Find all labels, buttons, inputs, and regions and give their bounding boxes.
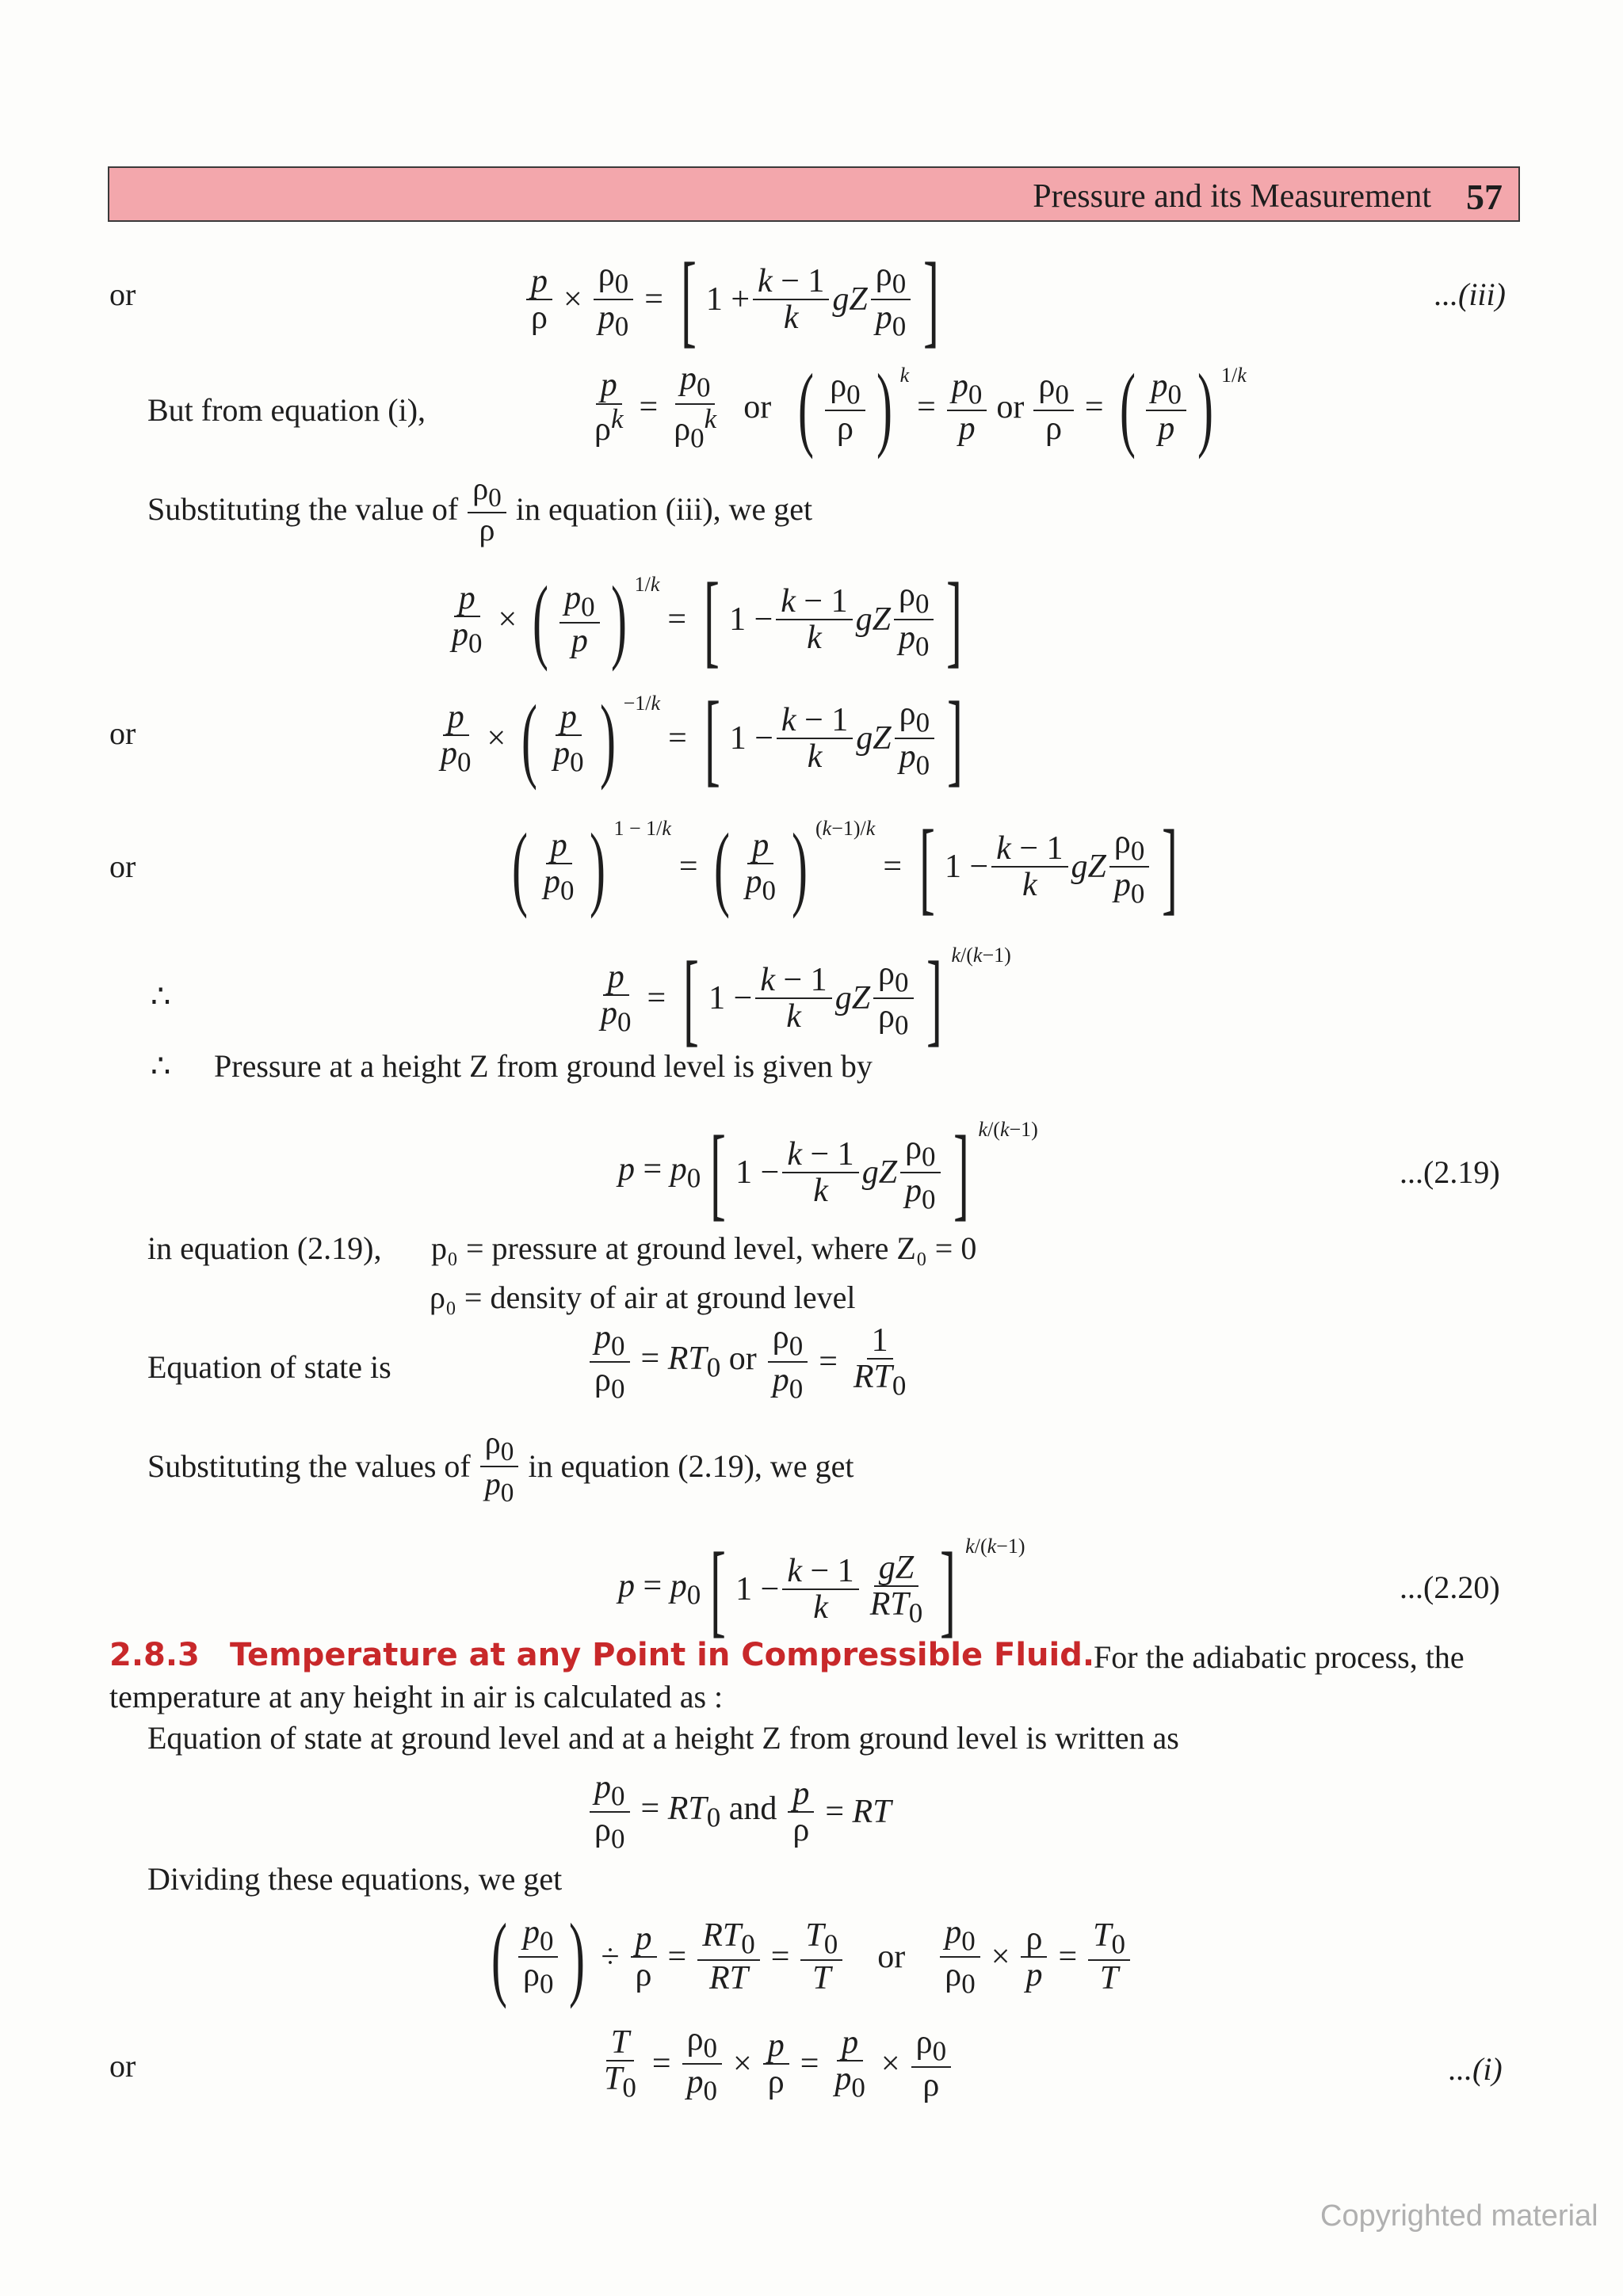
pressure-height-text: Pressure at a height Z from ground level is given by — [214, 1048, 873, 1084]
or-label-3: or — [109, 849, 136, 884]
equation-i-relation: $\frac{p}{\rho^k}$ = $\frac{p_0}{\rho_0^k}$ or ( $\rho_0$ ρ ) k = $\frac{p_0}{p}$ or $\frac{\rho_0}{\rho}$ = ( $p_0$ p ) 1/k — [594, 354, 1247, 460]
equation-iii: $\frac{p}{\rho}$ × $\frac{\rho_0}{p_0}$ = [ 1 + $\frac{k - 1}{k}$ gZ $\rho_0$ $p_0$ ] — [523, 247, 949, 352]
substituting-line-2: Substituting the values of $\rho_0$ $p_0$ in equation (2.19), we get — [147, 1425, 854, 1508]
rho0-definition: ρ₀ = density of air at ground level — [430, 1280, 856, 1315]
equation-of-state-text: Equation of state is — [147, 1349, 391, 1385]
running-header — [108, 166, 1520, 222]
equation-i-temperature: $\frac{T}{T_0}$ = $\frac{\rho_0}{p_0}$ × $\frac{p}{\rho}$ = $\frac{p}{p_0}$ × $\frac{\rho_0}{\rho}$ — [596, 2022, 954, 2106]
or-label-1: or — [109, 277, 136, 312]
substituting-text-c: Substituting the values of — [147, 1447, 471, 1484]
p0-definition: p₀ = pressure at ground level, where Z₀ = 0 — [431, 1230, 977, 1266]
substituting-line-1: Substituting the value of $\rho_0$ ρ in equation (iii), we get — [147, 471, 813, 547]
substituting-text-d: in equation (2.19), we get — [528, 1447, 854, 1484]
equation-dividing: ( $p_0$ $\rho_0$ ) ÷ $\frac{p}{\rho}$ = $\frac{RT_0}{RT}$ = $\frac{T_0}{T}$ or $\frac{p_0}{\rho_0}$ × $\frac{\rho}{p}$ = $\frac{T_0}{T}$ — [483, 1909, 1133, 2004]
equation-tag-2-19: ...(2.19) — [1400, 1154, 1500, 1190]
equation-step-4: $\frac{p}{p_0}$ = [ 1 − $\frac{k - 1}{k}$ gZ $\rho_0$ $\rho_0$ ] k/(k−1) — [601, 940, 1011, 1056]
or-label-2: or — [109, 715, 136, 751]
equation-state-pair: $\frac{p_0}{\rho_0}$ = $RT_0$ and $\frac{p}{\rho}$ = RT — [586, 1770, 899, 1854]
section-title: Temperature at any Point in Compressible Fluid. — [230, 1637, 1095, 1673]
equation-tag-2-20: ...(2.20) — [1400, 1569, 1500, 1605]
section-number: 2.8.3 — [109, 1637, 200, 1673]
section-text-line-2: temperature at any height in air is calculated as : — [109, 1679, 724, 1714]
copyright-notice: Copyrighted material — [1320, 2199, 1598, 2233]
equation-step-2: $\frac{p}{p_0}$ × ( p $p_0$ ) −1/k = [ 1 − $\frac{k - 1}{k}$ gZ $\rho_0$ $p_0$ ] — [441, 680, 963, 796]
equation-tag-i: ...(i) — [1449, 2051, 1503, 2087]
equation-2-20: $p = p_0$ [ 1 − $\frac{k - 1}{k}$ gZ $RT_0$ ] k/(k−1) — [618, 1531, 1025, 1647]
section-text-line-1: For the adiabatic process, the — [1094, 1639, 1465, 1675]
but-from-text: But from equation (i), — [147, 392, 426, 428]
dividing-text: Dividing these equations, we get — [147, 1861, 563, 1897]
therefore-symbol-1: ∴ — [151, 978, 171, 1014]
equation-tag-iii: ...(iii) — [1434, 277, 1506, 312]
equation-of-state: $\frac{p_0}{\rho_0}$ = $RT_0$ or $\frac{\rho_0}{p_0}$ = $\frac{1}{RT_0}$ — [586, 1320, 914, 1404]
substituting-text-a: Substituting the value of — [147, 490, 459, 527]
header-title: Pressure and its Measurement — [1033, 178, 1431, 215]
equation-step-3: ( p $p_0$ ) 1 − 1/k = ( p $p_0$ ) (k−1)/k = [ 1 − $\frac{k - 1}{k}$ gZ $\rho_0$ $p_0$ ] — [511, 808, 1178, 925]
in-equation-2-19-text: in equation (2.19), — [147, 1230, 382, 1266]
therefore-symbol-2: ∴ — [151, 1048, 171, 1084]
substituting-text-b: in equation (iii), we get — [515, 490, 813, 527]
page-number: 57 — [1466, 177, 1503, 217]
equation-state-ground-text: Equation of state at ground level and at a height Z from ground level is written as — [147, 1720, 1179, 1756]
equation-2-19: $p = p_0$ [ 1 − $\frac{k - 1}{k}$ gZ $\rho_0$ $p_0$ ] k/(k−1) — [618, 1114, 1038, 1230]
or-label-4: or — [109, 2048, 136, 2084]
equation-step-1: $\frac{p}{p_0}$ × ( $p_0$ p ) 1/k = [ 1 − $\frac{k - 1}{k}$ gZ $\rho_0$ $p_0$ ] — [452, 561, 963, 677]
